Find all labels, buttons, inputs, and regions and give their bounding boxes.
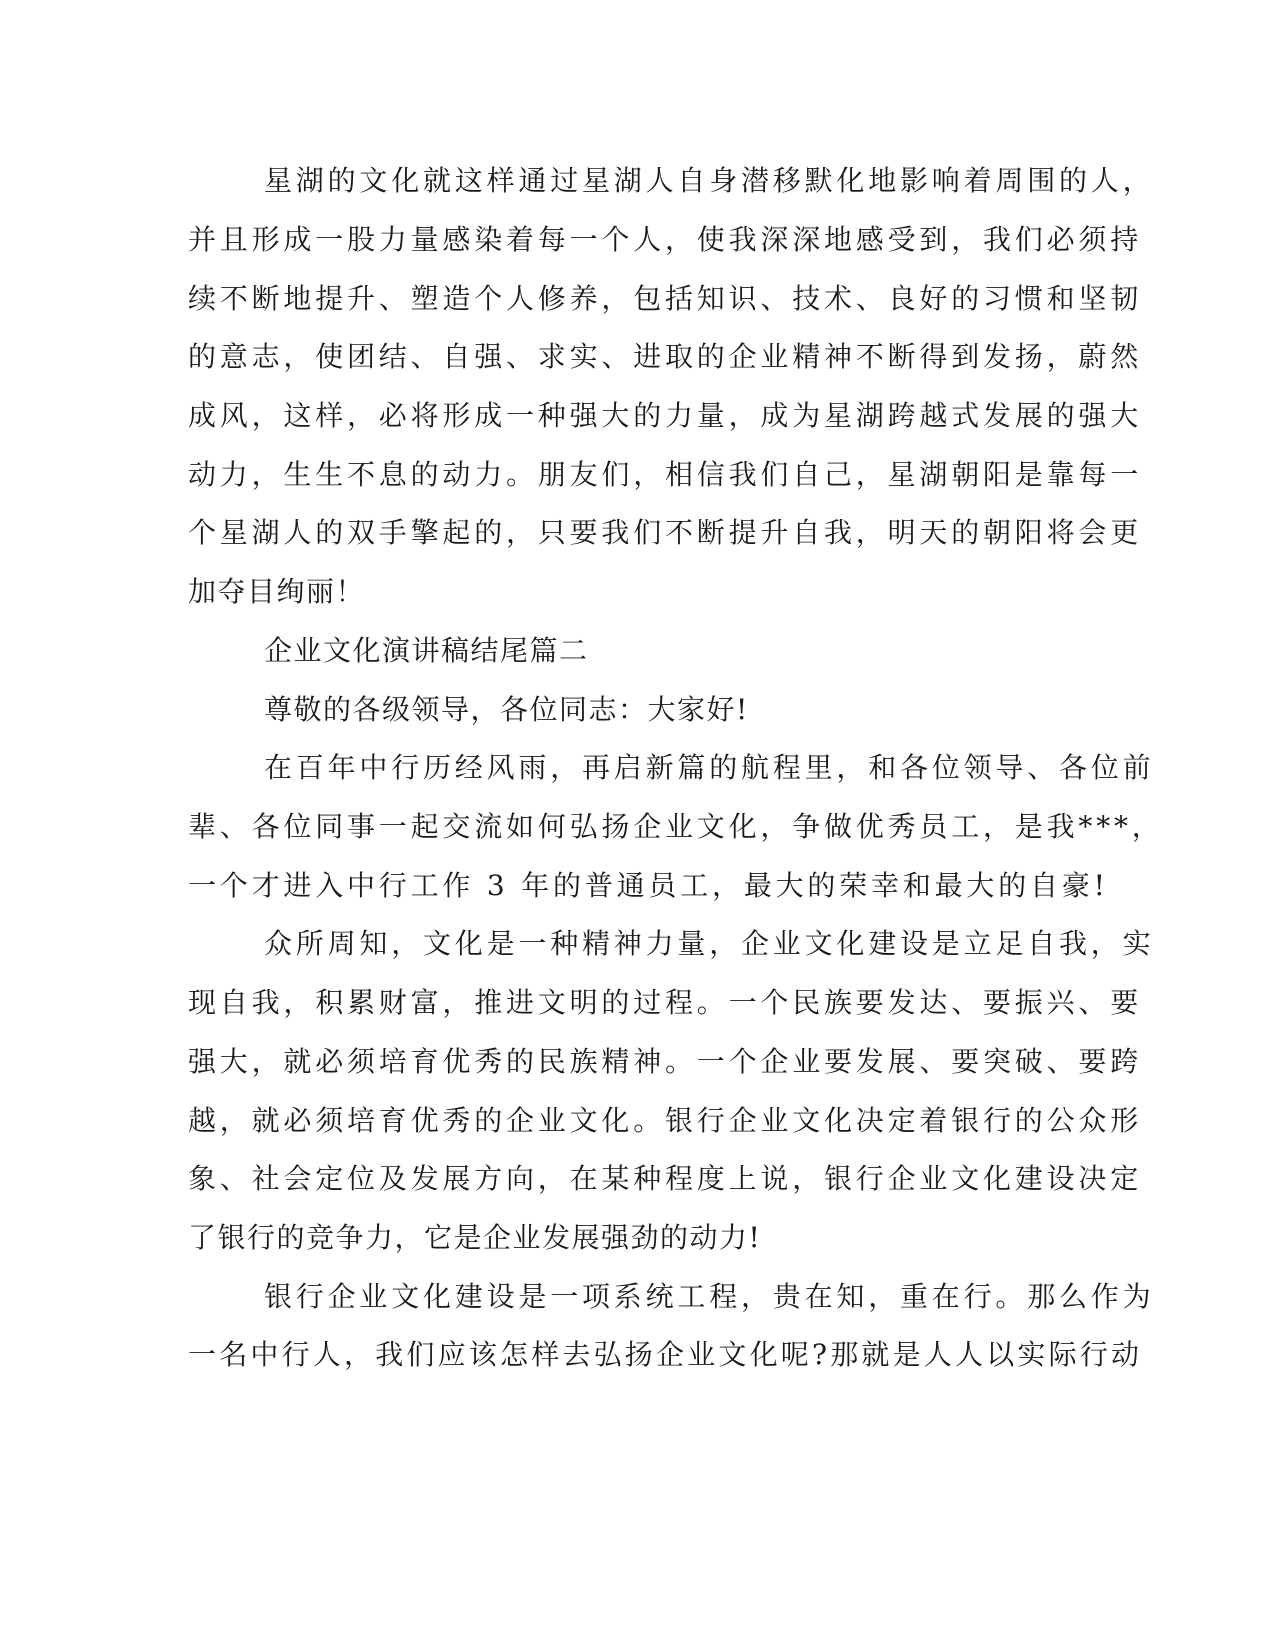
paragraph-1-line-2: 并且形成一股力量感染着每一个人，使我深深地感受到，我们必须持 (188, 223, 1143, 256)
paragraph-1-line-1: 星湖的文化就这样通过星湖人自身潜移默化地影响着周围的人， (264, 164, 1155, 197)
paragraph-5-line-2: 现自我，积累财富，推进文明的过程。一个民族要发达、要振兴、要 (188, 986, 1143, 1019)
paragraph-4-line-1: 在百年中行历经风雨，再启新篇的航程里，和各位领导、各位前 (264, 751, 1155, 784)
paragraph-6-line-1: 银行企业文化建设是一项系统工程，贵在知，重在行。那么作为 (264, 1280, 1155, 1313)
paragraph-1-line-6: 动力，生生不息的动力。朋友们，相信我们自己，星湖朝阳是靠每一 (188, 458, 1143, 491)
paragraph-1-line-7: 个星湖人的双手擎起的，只要我们不断提升自我，明天的朝阳将会更 (188, 516, 1143, 549)
paragraph-6-line-2: 一名中行人，我们应该怎样去弘扬企业文化呢?那就是人人以实际行动 (188, 1338, 1143, 1371)
paragraph-5-line-3: 强大，就必须培育优秀的民族精神。一个企业要发展、要突破、要跨 (188, 1045, 1143, 1078)
greeting: 尊敬的各级领导，各位同志：大家好! (264, 693, 749, 726)
paragraph-5-line-4: 越，就必须培育优秀的企业文化。银行企业文化决定着银行的公众形 (188, 1104, 1143, 1137)
section-heading: 企业文化演讲稿结尾篇二 (264, 634, 589, 667)
paragraph-4-line-3: 一个才进入中行工作 3 年的普通员工，最大的荣幸和最大的自豪! (188, 869, 1109, 902)
paragraph-5-line-6: 了银行的竞争力，它是企业发展强劲的动力! (188, 1221, 762, 1254)
paragraph-5-line-1: 众所周知，文化是一种精神力量，企业文化建设是立足自我，实 (264, 927, 1155, 960)
paragraph-4-line-2: 辈、各位同事一起交流如何弘扬企业文化，争做优秀员工，是我***， (188, 810, 1164, 843)
paragraph-1-line-3: 续不断地提升、塑造个人修养，包括知识、技术、良好的习惯和坚韧 (188, 282, 1143, 315)
paragraph-5-line-5: 象、社会定位及发展方向，在某种程度上说，银行企业文化建设决定 (188, 1162, 1143, 1195)
paragraph-1-line-8: 加夺目绚丽！ (188, 575, 366, 608)
paragraph-1-line-4: 的意志，使团结、自强、求实、进取的企业精神不断得到发扬，蔚然 (188, 340, 1143, 373)
paragraph-1-line-5: 成风，这样，必将形成一种强大的力量，成为星湖跨越式发展的强大 (188, 399, 1143, 432)
